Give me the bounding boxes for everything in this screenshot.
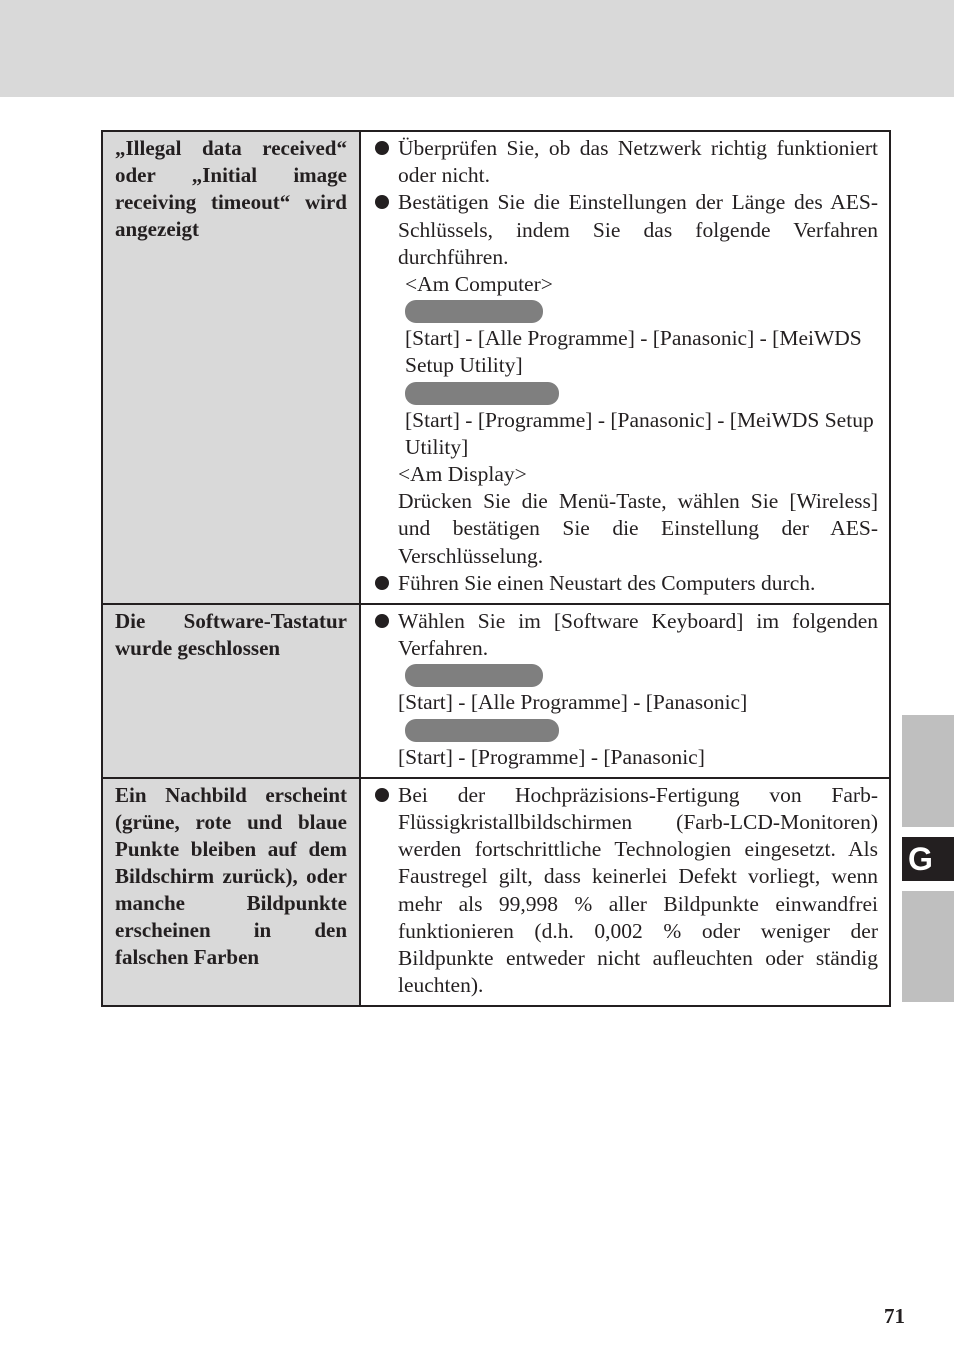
troubleshooting-table [101, 130, 891, 1007]
bullet-icon [375, 788, 389, 802]
list-item: Bei der Hochpräzisions-Fertigung von Farb-Flüssigkristallbildschirmen (Farb-LCD-Monitoren) werden fortschrittliche Technologien eingesetzt. Als Faustregel gilt, dass keinerlei Defekt vorliegt, wenn mehr als 99,998 % aller Bildpunkte einwandfrei funktionieren (d.h. 0,002 % oder weniger der Bildpunkte entweder nicht aufleuchten oder ständig leuchten). [398, 782, 878, 1000]
solution-cell [360, 778, 890, 1007]
page-number: 71 [884, 1304, 905, 1328]
problem-cell [102, 778, 360, 1007]
bullet-icon [375, 195, 389, 209]
side-tab-letter: G [902, 837, 954, 881]
table-row [102, 604, 890, 778]
solution-cell [360, 131, 890, 604]
side-tab-lower [902, 891, 954, 1002]
step-text: [Start] - [Alle Programme] - [Panasonic] - [MeiWDS Setup Utility] [405, 326, 862, 378]
display-text: Drücken Sie die Menü-Taste, wählen Sie [Wireless] und bestätigen Sie die Einstellung der AES-Verschlüsselung. [398, 489, 878, 568]
problem-text: „Illegal data received“ oder „Initial image receiving timeout“ wird angezeigt [115, 136, 347, 242]
problem-cell [102, 604, 360, 778]
os-badge-2000 [405, 719, 559, 742]
display-label: <Am Display> [398, 462, 527, 487]
problem-cell [102, 131, 360, 604]
problem-text: Die Software-Tastatur wurde geschlossen [115, 609, 347, 661]
list-item: Überprüfen Sie, ob das Netzwerk richtig funktioniert oder nicht. [398, 135, 878, 189]
table-row [102, 778, 890, 1007]
step-text: [Start] - [Programme] - [Panasonic] [398, 744, 705, 769]
list-item: Wählen Sie im [Software Keyboard] im folgenden Verfahren. [398, 608, 878, 662]
os-badge-xp [405, 664, 543, 687]
list-item: Führen Sie einen Neustart des Computers durch. [398, 570, 878, 597]
step-text: [Start] - [Programme] - [Panasonic] - [MeiWDS Setup Utility] [405, 407, 874, 459]
side-tab-upper [902, 715, 954, 827]
problem-text: Ein Nachbild erscheint (grüne, rote und blaue Punkte bleiben auf dem Bildschirm zurück), oder manche Bildpunkte erscheinen in den falschen Farben [115, 782, 347, 970]
os-badge-2000 [405, 382, 559, 405]
bullet-icon [375, 614, 389, 628]
computer-label: <Am Computer> [405, 272, 553, 297]
bullet-icon [375, 141, 389, 155]
step-text: [Start] - [Alle Programme] - [Panasonic] [398, 690, 748, 715]
table-row [102, 131, 890, 604]
list-item: Bestätigen Sie die Einstellungen der Länge des AES-Schlüssels, indem Sie das folgende Verfahren durchführen. [398, 189, 878, 271]
header-band [0, 0, 954, 97]
bullet-icon [375, 576, 389, 590]
solution-cell [360, 604, 890, 778]
os-badge-xp [405, 300, 543, 323]
